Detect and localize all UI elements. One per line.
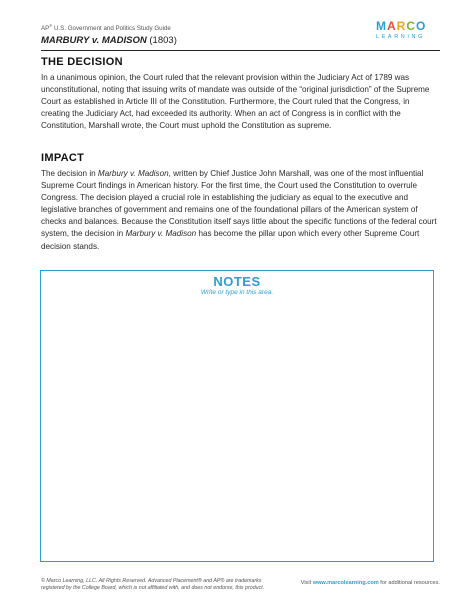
decision-heading: THE DECISION <box>41 56 123 68</box>
page-header <box>41 19 444 48</box>
notes-input[interactable] <box>47 301 427 555</box>
marco-learning-logo: MARCO LEARNING <box>376 19 427 40</box>
notes-title: NOTES <box>213 274 261 289</box>
header-divider <box>41 50 440 51</box>
visit-line: Visit www.marcolearning.com for additional resources. <box>300 580 440 586</box>
impact-section <box>41 152 439 253</box>
notes-hint: Write or type in this area. <box>200 289 274 296</box>
document-title: MARBURY v. MADISON (1803) <box>41 35 177 47</box>
notes-box <box>40 270 434 562</box>
case-year: (1803) <box>149 35 177 47</box>
guide-kicker: AP® U.S. Government and Politics Study Guide <box>41 23 171 33</box>
decision-section <box>41 56 439 132</box>
impact-heading: IMPACT <box>41 152 85 164</box>
legal-notice: © Marco Learning, LLC. All Rights Reserved. Advanced Placement® and AP® are trademarks registered by the College Board, which is not affiliated with, and does not endorse, this product. <box>41 578 265 591</box>
impact-body: The decision in Marbury v. Madison, written by Chief Justice John Marshall, was one of the most influential Supreme Court findings in American history. For the first time, the Court used the Constitution to overrule Congress. The decision played a crucial role in establishing the judiciary as equal to the executive and legislative branches of government and remains one of the foundational pillars of the American system of checks and balances. Because the Constitution itself says little about the specific functions of the federal court system, the decision in Marbury v. Madison has become the pillar upon which every other Supreme Court decision stands. <box>41 169 437 251</box>
website-link[interactable]: www.marcolearning.com <box>312 580 379 586</box>
decision-body: In a unanimous opinion, the Court ruled that the relevant provision within the Judiciary Act of 1789 was unconstitutional, noting that issuing writs of mandate was outside of the “original jurisdiction” of the Supreme Court as established in Article III of the Constitution. Furthermore, the Court ruled that the Congress, in creating the Judiciary Act, had exceeded its authority. When an act of Congress is in conflict with the Constitution, Marshall wrote, the Court must uphold the Constitution as supreme. <box>41 73 430 131</box>
